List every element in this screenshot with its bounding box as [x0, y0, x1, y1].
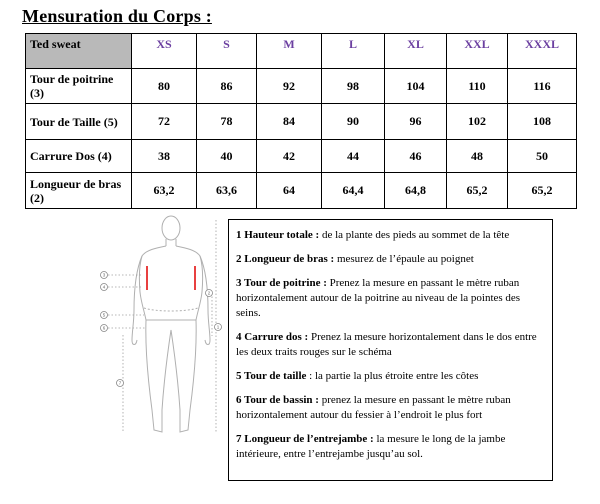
marker-4-label: 4 — [102, 284, 106, 290]
marker-6-label: 6 — [102, 325, 106, 331]
size-header: XS — [132, 34, 197, 69]
table-cell: 98 — [322, 69, 385, 104]
table-corner-label: Ted sweat — [26, 34, 132, 69]
table-cell: 78 — [197, 104, 257, 140]
row-label: Longueur de bras (2) — [26, 173, 132, 209]
table-cell: 72 — [132, 104, 197, 140]
legend-item — [236, 276, 542, 321]
marker-2-label: 2 — [207, 290, 211, 296]
size-table — [25, 33, 577, 209]
table-row — [26, 173, 577, 209]
legend-item — [236, 330, 542, 360]
table-row — [26, 104, 577, 140]
row-label: Carrure Dos (4) — [26, 140, 132, 173]
legend-item — [236, 228, 542, 243]
legend-text: la mesure le long de la jambe intérieure, entre l’entrejambe jusqu’au sol. — [236, 433, 506, 460]
legend-term: 6 Tour de bassin : — [236, 394, 319, 406]
table-cell: 80 — [132, 69, 197, 104]
table-cell: 64,4 — [322, 173, 385, 209]
measurement-legend — [228, 219, 553, 481]
legend-text: Prenez la mesure en passant le mètre ruban horizontalement autour de la poitrine au niveau de la pointes des seins. — [236, 277, 521, 319]
table-cell: 96 — [385, 104, 447, 140]
table-cell: 46 — [385, 140, 447, 173]
size-header: S — [197, 34, 257, 69]
legend-item — [236, 432, 542, 462]
table-cell: 108 — [508, 104, 577, 140]
legend-text: Prenez la mesure horizontalement dans le dos entre les deux traits rouges sur le schéma — [236, 331, 537, 358]
table-cell: 65,2 — [447, 173, 508, 209]
table-cell: 92 — [257, 69, 322, 104]
table-cell: 38 — [132, 140, 197, 173]
page-title: Mensuration du Corps : — [22, 6, 212, 26]
table-cell: 104 — [385, 69, 447, 104]
table-cell: 102 — [447, 104, 508, 140]
table-cell: 116 — [508, 69, 577, 104]
legend-text: prenez la mesure en passant le mètre ruban horizontalement autour du fessier à l’endroit le plus fort — [236, 394, 511, 421]
legend-item — [236, 393, 542, 423]
table-cell: 86 — [197, 69, 257, 104]
measure-lines — [108, 220, 216, 432]
size-header-row — [26, 34, 577, 69]
table-cell: 64 — [257, 173, 322, 209]
row-label: Tour de Taille (5) — [26, 104, 132, 140]
table-cell: 63,2 — [132, 173, 197, 209]
table-row — [26, 140, 577, 173]
body-outline — [132, 216, 210, 432]
table-cell: 84 — [257, 104, 322, 140]
size-header: L — [322, 34, 385, 69]
table-cell: 48 — [447, 140, 508, 173]
row-label: Tour de poitrine (3) — [26, 69, 132, 104]
legend-text: : la partie la plus étroite entre les côtes — [306, 370, 479, 382]
legend-text: mesurez de l’épaule au poignet — [334, 253, 474, 265]
table-row — [26, 69, 577, 104]
table-cell: 44 — [322, 140, 385, 173]
marker-1-label: 1 — [216, 324, 220, 330]
size-header: XXXL — [508, 34, 577, 69]
size-header: M — [257, 34, 322, 69]
legend-item — [236, 369, 542, 384]
legend-text: de la plante des pieds au sommet de la tête — [319, 229, 510, 241]
table-cell: 110 — [447, 69, 508, 104]
table-cell: 42 — [257, 140, 322, 173]
size-header: XL — [385, 34, 447, 69]
body-diagram — [96, 210, 226, 440]
table-cell: 50 — [508, 140, 577, 173]
table-cell: 63,6 — [197, 173, 257, 209]
legend-term: 5 Tour de taille — [236, 370, 307, 382]
legend-term: 3 Tour de poitrine : — [236, 277, 327, 289]
table-cell: 65,2 — [508, 173, 577, 209]
legend-item — [236, 252, 542, 267]
size-header: XXL — [447, 34, 508, 69]
legend-term: 7 Longueur de l’entrejambe : — [236, 433, 374, 445]
legend-term: 1 Hauteur totale : — [236, 229, 320, 241]
marker-5-label: 5 — [102, 312, 106, 318]
marker-3-label: 3 — [102, 272, 106, 278]
marker-7-label: 7 — [118, 380, 122, 386]
table-cell: 64,8 — [385, 173, 447, 209]
legend-term: 2 Longueur de bras : — [236, 253, 335, 265]
legend-term: 4 Carrure dos : — [236, 331, 309, 343]
table-cell: 40 — [197, 140, 257, 173]
table-cell: 90 — [322, 104, 385, 140]
